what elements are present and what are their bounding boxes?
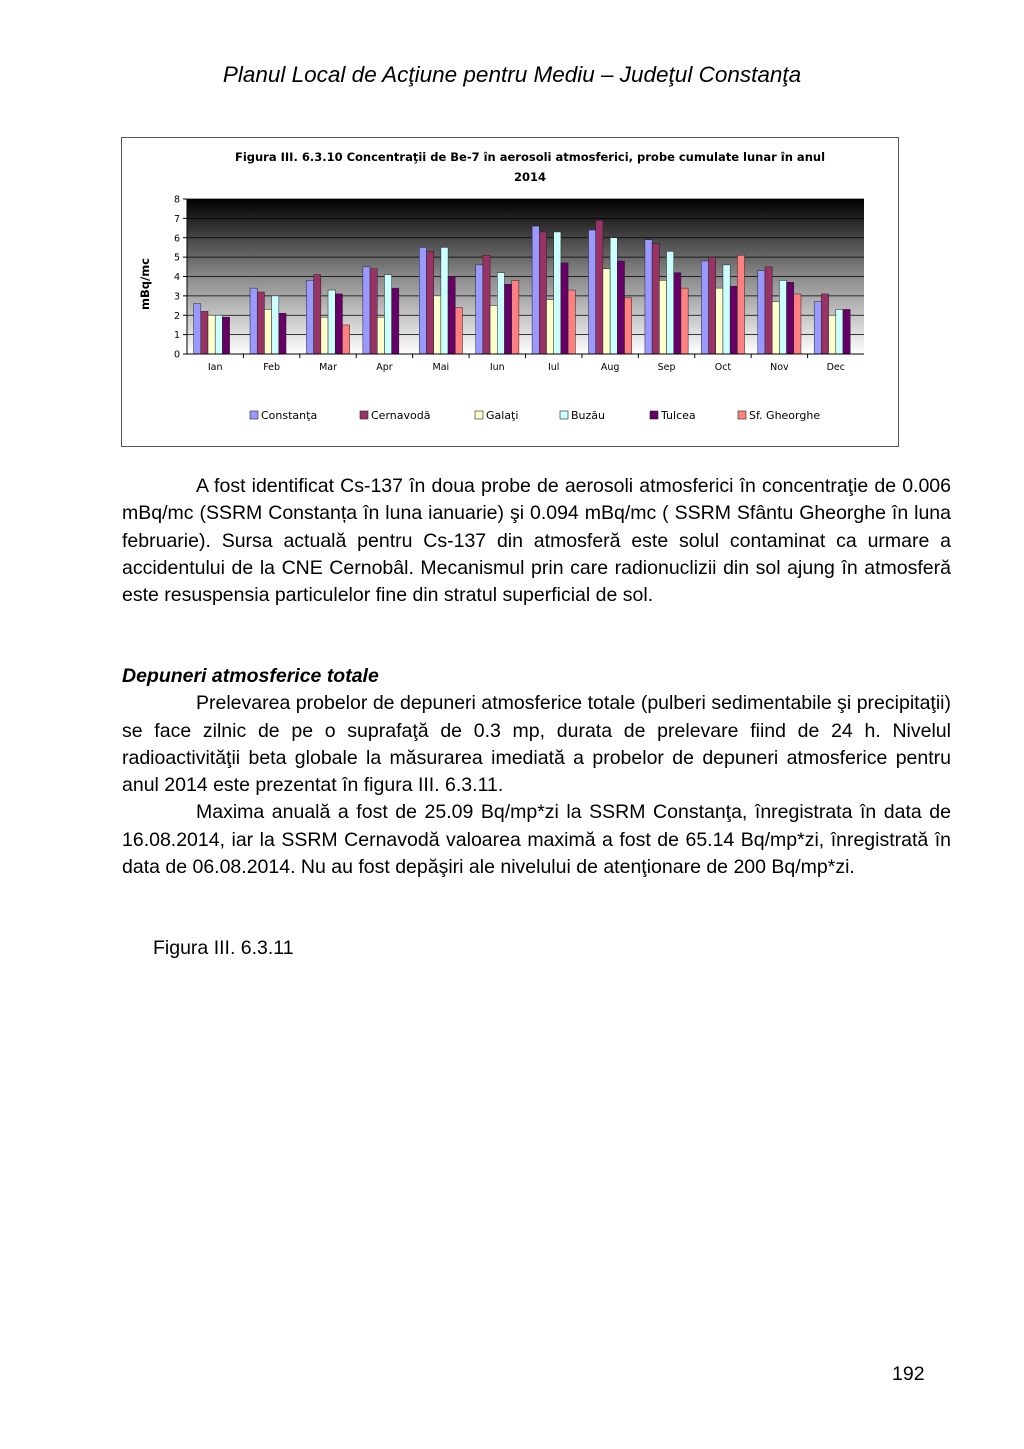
section-title: Depuneri atmosferice totale [122, 665, 379, 687]
bar-cernavod--apr [370, 269, 377, 354]
x-tick-label: Dec [826, 362, 845, 373]
bar-cernavod--mai [426, 251, 433, 354]
bar-constan-a-dec [814, 302, 821, 354]
legend [250, 409, 820, 422]
x-tick-label: Oct [714, 362, 732, 373]
x-tick-label: Mai [432, 362, 450, 373]
bar-tulcea-dec [843, 309, 850, 354]
legend-label: Buzău [571, 409, 606, 422]
bar-gala-i-nov [772, 302, 779, 354]
legend-swatch [475, 411, 483, 419]
bar-tulcea-feb [279, 313, 286, 354]
y-tick-label: 3 [173, 291, 180, 303]
y-tick-label: 1 [173, 330, 180, 342]
legend-label: Galaţi [486, 409, 519, 422]
bar-buz-u-dec [836, 309, 843, 354]
bar-buz-u-feb [272, 296, 279, 354]
bar-buz-u-oct [723, 265, 730, 354]
bar-tulcea-mar [335, 294, 342, 354]
x-tick-label: Aug [600, 362, 620, 373]
bar-cernavod--feb [257, 292, 264, 354]
bar-gala-i-iun [490, 306, 497, 354]
figure-label: Figura III. 6.3.11 [153, 937, 294, 959]
bar-constan-a-nov [758, 271, 765, 354]
bar-sf-gheorghe-mar [342, 325, 349, 354]
x-tick-label: Mar [319, 362, 338, 373]
bar-constan-a-iun [476, 265, 483, 354]
bar-constan-a-feb [250, 288, 257, 354]
bar-constan-a-oct [701, 261, 708, 354]
legend-label: Tulcea [661, 409, 696, 422]
be7-chart [121, 137, 899, 447]
bar-sf-gheorghe-mai [455, 308, 462, 355]
document-header: Planul Local de Acţiune pentru Mediu – Judeţul Constanţa [222, 62, 802, 87]
bar-cernavod--sep [652, 244, 659, 354]
legend-swatch [738, 411, 746, 419]
x-tick-label: Apr [376, 362, 393, 373]
legend-swatch [250, 411, 258, 419]
y-tick-label: 2 [173, 310, 180, 322]
y-tick-label: 8 [173, 194, 180, 206]
x-tick-label: Iul [547, 362, 560, 373]
y-tick-label: 0 [173, 349, 180, 361]
bar-gala-i-apr [377, 317, 384, 354]
bar-gala-i-aug [603, 269, 610, 354]
bar-constan-a-mai [419, 247, 426, 354]
bar-buz-u-apr [384, 275, 391, 354]
bar-tulcea-aug [617, 261, 624, 354]
legend-swatch [360, 411, 368, 419]
bar-cernavod--dec [821, 294, 828, 354]
bar-constan-a-aug [589, 230, 596, 354]
x-tick-label: Sep [657, 362, 676, 373]
bar-constan-a-sep [645, 240, 652, 354]
bar-tulcea-nov [787, 282, 794, 354]
bar-gala-i-mai [434, 296, 441, 354]
chart-svg [122, 138, 898, 446]
section-paragraph-1: Prelevarea probelor de depuneri atmosferice totale (pulberi sedimentabile şi precipitaţii) se face zilnic de pe o suprafaţă de 0.3 mp, durata de prelevare fiind de 24 h. Nivelul radioactivităţii beta globale la măsurarea imediată a probelor de depuneri atmosferice pentru anul 2014 este prezentat în figura III. 6.3.11. [122, 692, 951, 797]
bar-buz-u-mar [328, 290, 335, 354]
bar-sf-gheorghe-aug [625, 298, 632, 354]
y-tick-label: 4 [173, 272, 180, 283]
bar-tulcea-iun [504, 284, 511, 354]
bar-sf-gheorghe-nov [794, 294, 801, 354]
bar-tulcea-sep [674, 273, 681, 354]
legend-label: Constanţa [261, 409, 318, 422]
chart-title-line2: 2014 [513, 170, 547, 184]
bar-gala-i-iul [547, 300, 554, 354]
bar-tulcea-mai [448, 277, 455, 355]
bar-constan-a-ian [194, 304, 201, 354]
legend-label: Sf. Gheorghe [749, 409, 821, 422]
y-tick-label: 6 [173, 233, 180, 245]
bar-constan-a-iul [532, 226, 539, 354]
bar-gala-i-ian [208, 315, 215, 354]
paragraph-cs137: A fost identificat Cs-137 în doua probe de aerosoli atmosferici în concentraţie de 0.006 mBq/mc (SSRM Constanța în luna ianuarie) şi 0.094 mBq/mc ( SSRM Sfântu Gheorghe în luna februarie). Sursa actuală pentru Cs-137 din atmosferă este solul contaminat ca urmare a accidentului de la CNE Cernobâl. Mecanismul prin care radionuclizii din sol ajung în atmosferă este resuspensia particulelor fine din stratul superficial de sol. [122, 475, 951, 607]
bar-sf-gheorghe-sep [681, 288, 688, 354]
legend-label: Cernavodă [371, 409, 431, 422]
bar-constan-a-mar [306, 280, 313, 354]
bar-sf-gheorghe-oct [737, 255, 744, 354]
bar-buz-u-mai [441, 247, 448, 354]
bar-tulcea-oct [730, 286, 737, 354]
bar-buz-u-nov [779, 280, 786, 354]
bar-gala-i-feb [264, 309, 271, 354]
bar-sf-gheorghe-iun [512, 280, 519, 354]
y-tick-label: 7 [173, 213, 180, 225]
bar-buz-u-sep [667, 251, 674, 354]
bar-tulcea-apr [392, 288, 399, 354]
bar-gala-i-sep [659, 280, 666, 354]
bar-cernavod--oct [709, 257, 716, 354]
page-number: 192 [892, 1363, 925, 1385]
chart-title-line1: Figura III. 6.3.10 Concentraţii de Be-7 în aerosoli atmosferici, probe cumulate lunar în anul [234, 150, 826, 164]
bar-tulcea-ian [222, 317, 229, 354]
bar-buz-u-aug [610, 238, 617, 354]
x-tick-label: Iun [489, 362, 505, 373]
x-tick-label: Ian [207, 362, 223, 373]
bar-gala-i-mar [321, 317, 328, 354]
bar-buz-u-iun [497, 273, 504, 354]
bar-cernavod--aug [596, 220, 603, 354]
bar-gala-i-oct [716, 288, 723, 354]
legend-swatch [560, 411, 568, 419]
bar-buz-u-ian [215, 315, 222, 354]
bar-sf-gheorghe-iul [568, 290, 575, 354]
legend-swatch [650, 411, 658, 419]
x-tick-label: Nov [770, 362, 789, 373]
y-tick-label: 5 [173, 252, 180, 264]
bar-cernavod--iul [539, 232, 546, 354]
bar-cernavod--mar [314, 275, 321, 354]
bar-gala-i-dec [829, 315, 836, 354]
bar-cernavod--nov [765, 267, 772, 354]
bar-cernavod--ian [201, 311, 208, 354]
bar-buz-u-iul [554, 232, 561, 354]
section-paragraph-2: Maxima anuală a fost de 25.09 Bq/mp*zi la SSRM Constanţa, înregistrata în data de 16.08.2014, iar la SSRM Cernavodă valoarea maximă a fost de 65.14 Bq/mp*zi, înregistrată în data de 06.08.2014. Nu au fost depăşiri ale nivelului de atenţionare de 200 Bq/mp*zi. [122, 801, 951, 879]
y-axis-label: mBq/mc [138, 258, 152, 310]
bar-constan-a-apr [363, 267, 370, 354]
x-tick-label: Feb [263, 362, 281, 373]
bar-tulcea-iul [561, 263, 568, 354]
bar-cernavod--iun [483, 255, 490, 354]
